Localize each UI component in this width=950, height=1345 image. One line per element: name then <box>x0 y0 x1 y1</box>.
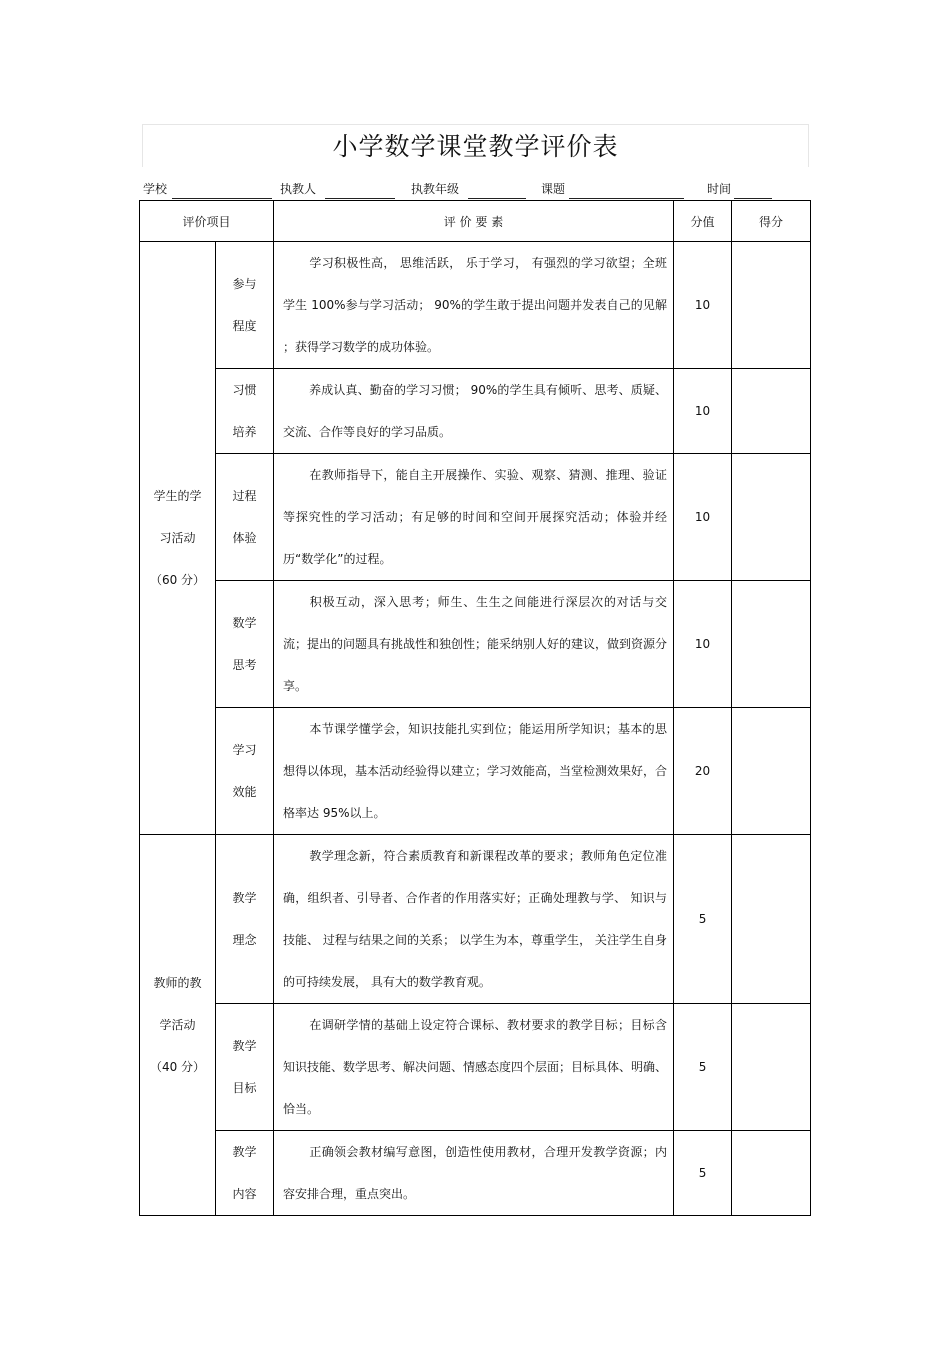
criteria-text: 教学理念新，符合素质教育和新课程改革的要求；教师角色定位准确，组织者、引导者、合作者的作用落实好；正确处理教与学、 知识与技能、 过程与结果之间的关系； 以学生为本，尊重学生， 关注学生自身的可持续发展， 具有大的数学教育观。 <box>274 835 674 1004</box>
topic-field[interactable] <box>569 198 684 199</box>
info-line <box>0 178 950 200</box>
time-label: 时间 <box>707 182 732 196</box>
score-value: 5 <box>674 1131 732 1216</box>
score-value: 10 <box>674 454 732 581</box>
score-value: 5 <box>674 835 732 1004</box>
table-row <box>140 369 811 454</box>
topic-label: 课题 <box>541 182 566 196</box>
table-row <box>140 242 811 369</box>
teacher-label: 执教人 <box>280 182 317 196</box>
score-value: 5 <box>674 1004 732 1131</box>
score-input[interactable] <box>732 835 811 1004</box>
school-field[interactable] <box>172 198 272 199</box>
title-frame <box>142 124 809 167</box>
header-item: 评价项目 <box>140 201 274 242</box>
score-input[interactable] <box>732 1131 811 1216</box>
score-input[interactable] <box>732 581 811 708</box>
score-input[interactable] <box>732 708 811 835</box>
school-label: 学校 <box>143 182 168 196</box>
criteria-text: 在教师指导下，能自主开展操作、实验、观察、猜测、推理、验证等探究性的学习活动；有足够的时间和空间开展探究活动；体验并经历“数学化”的过程。 <box>274 454 674 581</box>
criteria-text: 在调研学情的基础上设定符合课标、教材要求的教学目标；目标含知识技能、数学思考、解决问题、情感态度四个层面；目标具体、明确、恰当。 <box>274 1004 674 1131</box>
score-input[interactable] <box>732 1004 811 1131</box>
criteria-text: 本节课学懂学会，知识技能扎实到位；能运用所学知识；基本的思想得以体现，基本活动经验得以建立；学习效能高，当堂检测效果好，合格率达 95%以上。 <box>274 708 674 835</box>
criteria-text: 正确领会教材编写意图，创造性使用教材，合理开发教学资源；内容安排合理，重点突出。 <box>274 1131 674 1216</box>
table-row <box>140 1131 811 1216</box>
sub-item: 过程 体验 <box>216 454 274 581</box>
sub-item: 教学 目标 <box>216 1004 274 1131</box>
teacher-field[interactable] <box>325 198 395 199</box>
grade-label: 执教年级 <box>411 182 460 196</box>
category-student: 学生的学 习活动 （60 分） <box>140 242 216 835</box>
sub-item: 学习 效能 <box>216 708 274 835</box>
sub-item: 教学 理念 <box>216 835 274 1004</box>
score-input[interactable] <box>732 242 811 369</box>
category-teacher: 教师的教 学活动 （40 分） <box>140 835 216 1216</box>
header-score: 分值 <box>674 201 732 242</box>
grade-field[interactable] <box>468 198 526 199</box>
sub-item: 参与 程度 <box>216 242 274 369</box>
table-row <box>140 1004 811 1131</box>
table-row <box>140 581 811 708</box>
header-got: 得分 <box>732 201 811 242</box>
score-input[interactable] <box>732 369 811 454</box>
header-elements: 评 价 要 素 <box>274 201 674 242</box>
page-title: 小学数学课堂教学评价表 <box>332 132 619 161</box>
criteria-text: 学习积极性高， 思维活跃， 乐于学习， 有强烈的学习欲望；全班学生 100%参与学习活动； 90%的学生敢于提出问题并发表自己的见解 ；获得学习数学的成功体验。 <box>274 242 674 369</box>
score-value: 10 <box>674 242 732 369</box>
table-row <box>140 454 811 581</box>
sub-item: 习惯 培养 <box>216 369 274 454</box>
criteria-text: 积极互动，深入思考；师生、生生之间能进行深层次的对话与交流；提出的问题具有挑战性和独创性；能采纳别人好的建议，做到资源分享。 <box>274 581 674 708</box>
sub-item: 数学 思考 <box>216 581 274 708</box>
score-value: 20 <box>674 708 732 835</box>
table-row <box>140 708 811 835</box>
table-row <box>140 835 811 1004</box>
time-field[interactable] <box>734 198 772 199</box>
score-input[interactable] <box>732 454 811 581</box>
score-value: 10 <box>674 581 732 708</box>
score-value: 10 <box>674 369 732 454</box>
sub-item: 教学 内容 <box>216 1131 274 1216</box>
criteria-text: 养成认真、勤奋的学习习惯； 90%的学生具有倾听、思考、质疑、交流、合作等良好的学习品质。 <box>274 369 674 454</box>
evaluation-table <box>139 200 811 1216</box>
table-header-row <box>140 201 811 242</box>
